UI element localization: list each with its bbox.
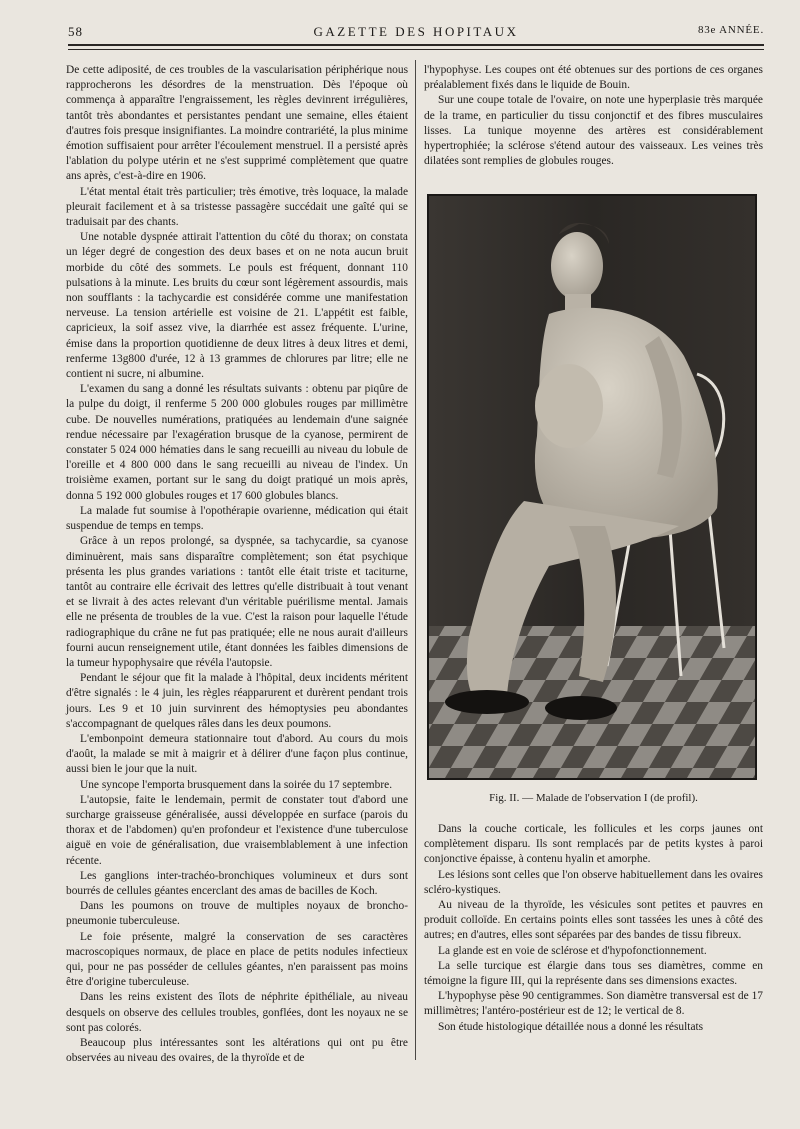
paragraph: Pendant le séjour que fit la malade à l'hôpital, deux incidents méritent d'être signalés : le 4 juin, les règles réapparurent et durèrent pendant trois jours. Les 9 et 10 juin survinrent des hémoptysies peu abondantes s'accompagnant de quelques râles dans les deux poumons. [66,672,408,730]
paragraph: La selle turcique est élargie dans tous ses diamètres, comme en témoigne la figure III, qui la représente dans ses dimensions exactes. [424,959,763,988]
right-column-bottom [424,822,763,1035]
paragraph: L'état mental était très particulier; très émotive, très loquace, la malade pleurait facilement et à sa tristesse passagère succédait une gaîté qui se traduisait par des chants. [66,185,408,229]
paragraph: De cette adiposité, de ces troubles de la vascularisation périphérique nous rapprocherons les désordres de la menstruation. Dès l'époque où commença à apparaître l'engraissement, les règles devinrent irrégulières, tantôt très abondantes et persistantes pendant une semaine, elles étaient d'autres fois presque insignifiantes. La moindre contrariété, la plus minime émotion suffisaient pour arrêter l'écoulement menstruel. Il a persisté après l'ablation du polype utérin et ne s'est supprimé complètement que quatre ans après, c'est-à-dire en 1906. [66,64,408,183]
paragraph: Au niveau de la thyroïde, les vésicules sont petites et pauvres en produit colloïde. En certains points elles sont tassées les unes à côté des autres; en d'autres, elles sont séparées par des bandes de tissu fibreux. [424,899,763,942]
paragraph: Beaucoup plus intéressantes sont les altérations qui ont pu être observées au niveau des ovaires, de la thyroïde et de [66,1037,408,1065]
left-column [66,63,408,1066]
paragraph: Dans les reins existent des îlots de néphrite épithéliale, au niveau desquels on observe des cellules troubles, gonflées, dont les noyaux ne se sont pas colorés. [66,991,408,1034]
paragraph: l'hypophyse. Les coupes ont été obtenues sur des portions de ces organes préalablement fixés dans le liquide de Bouin. [424,64,763,92]
paragraph: Les lésions sont celles que l'on observe habituellement dans les ovaires scléro-kystiques. [424,868,763,896]
paragraph: Dans la couche corticale, les follicules et les corps jaunes ont complètement disparu. Ils sont remplacés par de petits kystes à paroi conjonctive épaisse, à contenu hyalin et amorphe. [424,823,763,866]
paragraph: La malade fut soumise à l'opothérapie ovarienne, médication qui était suspendue de temps en temps. [66,504,408,533]
journal-title: GAZETTE DES HOPITAUX [313,24,519,39]
paragraph: Une notable dyspnée attirait l'attention du côté du thorax; on constata un léger degré de congestion des deux bases et on ne nota aucun bruit morbide du côté des sommets. Le pouls est fréquent, donnant 110 pulsations à la minute. Les bruits du cœur sont légèrement assourdis, mais non soufflants : la tachycardie est considérée comme une manifestation nerveuse. La tension artérielle est voisine de 21. L'appétit est faible, capricieux, la soif assez vive, la diarrhée est assez fréquente. L'urine, émise dans la proportion quotidienne de deux litres à deux litres et demi, renferme 13g800 d'urée, 12 à 13 grammes de chlorures par litre; elle ne contient ni sucre, ni albumine. [66,231,408,381]
paragraph: L'hypophyse pèse 90 centigrammes. Son diamètre transversal est de 17 millimètres; l'antéro-postérieur est de 12; le vertical de 8. [424,990,763,1018]
header-rule-thick [68,44,764,46]
paragraph: L'autopsie, faite le lendemain, permit de constater tout d'abord une surcharge graisseuse généralisée, aussi développée en surface (parois du thorax et de l'abdomen) qu'en profondeur et l'existence d'une tuberculose aiguë en voie de généralisation, due vraisemblablement à une infection récente. [66,793,408,867]
page-number: 58 [68,24,83,39]
right-column-top [424,63,763,169]
paragraph: Le foie présente, malgré la conservation de ses caractères macroscopiques normaux, de place en place de petits nodules infectieux qui, pour ne pas posséder de cellules géantes, n'en paraissent pas moins être d'origine tuberculeuse. [66,930,408,989]
running-header [68,24,764,42]
column-divider [415,60,416,1060]
paragraph: Dans les poumons on trouve de multiples noyaux de broncho-pneumonie tuberculeuse. [66,900,408,928]
year-label: 83e ANNÉE. [697,24,764,36]
figure-caption: Fig. II. — Malade de l'observation I (de profil). [489,792,698,804]
paragraph: Une syncope l'emporta brusquement dans la soirée du 17 septembre. [80,778,393,791]
paragraph: Sur une coupe totale de l'ovaire, on note une hyperplasie très marquée de la trame, en particulier du tissu conjonctif et des fibres musculaires lisses. La tunique moyenne des artères est considérablement hypertrophiée; la sclérose s'étend autour des vaisseaux. Les veines très dilatées sont remplies de globules rouges. [424,94,763,168]
paragraph: La glande est en voie de sclérose et d'hypofonctionnement. [438,944,707,957]
paragraph: L'examen du sang a donné les résultats suivants : obtenu par piqûre de la pulpe du doigt, il renferme 5 200 000 globules rouges par millimètre cube. De nouvelles numérations, pratiquées au lendemain d'une saignée rendue nécessaire par l'exagération brusque de la cyanose, permirent de constater 5 024 000 hématies dans le sang recueilli au niveau du lobule de l'oreille et 4 800 000 dans le sang recueilli au niveau de l'index. Un troisième examen, portant sur le sang du doigt pratiqué un mois après, donna 5 192 000 globules rouges et 17 600 globules blancs. [66,383,408,502]
paragraph: Son étude histologique détaillée nous a donné les résultats [438,1020,704,1033]
header-rule-thin [68,49,764,50]
paragraph: Les ganglions inter-trachéo-bronchiques volumineux et durs sont bourrés de cellules géantes encerclant des amas de bacilles de Koch. [66,869,408,897]
patient-photograph [427,194,757,780]
paragraph: Grâce à un repos prolongé, sa dyspnée, sa tachycardie, sa cyanose diminuèrent, mais sans disparaître complètement; son état psychique présenta les plus grandes variations : tantôt elle était triste et taciturne, tantôt au contraire elle écrivait des lettres qu'elle distribuait à tout venant et se livrait à des actes relevant d'un véritable puérilisme mental. Jamais elle ne présenta de troubles de la vue. C'est la raison pour laquelle l'étude radiographique du crâne ne fut pas pratiquée; elle ne nous aurait d'ailleurs fourni aucun renseignement utile, étant données les faibles dimensions de la tumeur hypophysaire que révéla l'autopsie. [66,535,408,669]
paragraph: L'embonpoint demeura stationnaire tout d'abord. Au cours du mois d'août, la malade se mit à maigrir et à délirer d'une façon plus continue, aussi bien le jour que la nuit. [66,732,408,776]
